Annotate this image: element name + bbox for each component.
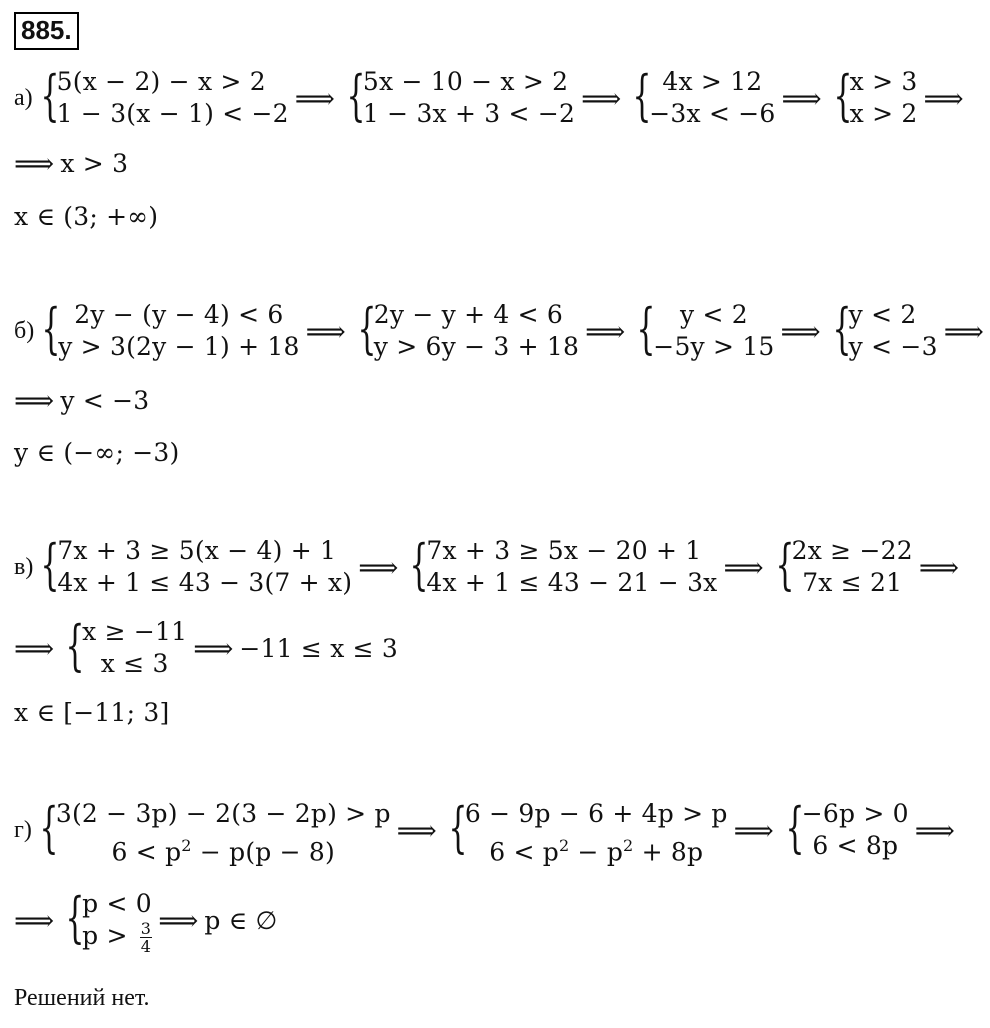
problem-number: 885. [14,12,79,50]
row: 2y − y + 4 < 6 [373,300,564,329]
implies-arrow: ⟹ [733,813,774,847]
system-a3 [649,66,775,130]
brace: { [65,614,85,677]
implies-arrow: ⟹ [193,631,234,665]
system-a4 [850,66,918,130]
row: y < 2 [679,300,748,329]
row [82,919,152,956]
row: y < −3 [848,332,938,361]
row: x > 2 [849,99,918,128]
brace: { [636,297,656,360]
row: −3x < −6 [649,99,776,128]
implies-arrow: ⟹ [914,813,955,847]
brace: { [65,886,85,949]
row: −6p > 0 [801,799,909,828]
row: 2y − (y − 4) < 6 [74,300,284,329]
exponent: 2 [181,836,192,855]
implies-arrow: ⟹ [781,81,822,115]
part-b-line [14,297,990,361]
fraction-denominator: 4 [140,937,152,956]
row: y > 6y − 3 + 18 [373,332,580,361]
row: 5(x − 2) − x > 2 [56,67,266,96]
system-v2 [426,535,717,599]
part-b-answer: y ∈ (−∞; −3) [14,437,180,467]
result-text: y < −3 [60,385,150,415]
system-g2 [464,798,728,867]
implies-arrow: ⟹ [723,550,764,584]
system-b2 [374,299,579,363]
system-g1 [55,798,391,867]
system-g3 [802,798,909,862]
implies-arrow: ⟹ [358,550,399,584]
implies-arrow: ⟹ [780,314,821,348]
expr-part: + 8p [633,837,704,867]
part-g-label: г) [14,816,32,843]
part-a-label: а) [14,84,33,111]
row: 3(2 − 3p) − 2(3 − 2p) > p [55,799,391,828]
row: 6 < 8p [812,831,899,860]
brace: { [41,297,61,360]
part-a-result [14,133,128,193]
brace: { [409,533,429,596]
brace: { [357,297,377,360]
exponent: 2 [623,836,634,855]
implies-arrow: ⟹ [581,81,622,115]
system-b3 [653,299,774,363]
row: x ≥ −11 [82,617,188,646]
system-b4 [849,299,938,363]
row: 4x + 1 ≤ 43 − 3(7 + x) [57,568,353,597]
part-v-line [14,533,965,597]
brace: { [632,64,652,127]
row: x ≤ 3 [100,649,169,678]
row: p < 0 [82,889,152,918]
system-g4 [82,888,152,956]
implies-arrow: ⟹ [14,903,55,937]
system-v3 [792,535,913,599]
row: 1 − 3x + 3 < −2 [362,99,576,128]
implies-arrow: ⟹ [158,903,199,937]
brace: { [39,796,59,859]
fraction-numerator: 3 [140,919,152,938]
brace: { [448,796,468,859]
exponent: 2 [558,836,570,855]
expr-part: − p [569,837,624,867]
row: x > 3 [849,67,918,96]
implies-arrow: ⟹ [14,383,55,417]
implies-arrow: ⟹ [396,813,437,847]
part-v-answer: x ∈ [−11; 3] [14,697,170,727]
implies-arrow: ⟹ [943,314,984,348]
brace: { [40,64,60,127]
expr-part: p > [82,921,136,950]
result-text: x > 3 [60,148,129,178]
part-g-answer: Решений нет. [14,984,150,1011]
implies-arrow: ⟹ [14,146,55,180]
implies-arrow: ⟹ [918,550,959,584]
row: 4x > 12 [662,67,763,96]
result-text: p ∈ ∅ [204,905,278,935]
result-text: −11 ≤ x ≤ 3 [239,633,399,663]
brace: { [833,64,853,127]
row: 7x + 3 ≥ 5(x − 4) + 1 [57,536,337,565]
row [56,830,391,867]
part-v-label: в) [14,553,34,580]
row: −5y > 15 [653,332,775,361]
row [465,830,728,867]
part-b-label: б) [14,317,35,344]
implies-arrow: ⟹ [14,631,55,665]
row: y < 2 [848,300,917,329]
part-a-answer: x ∈ (3; +∞) [14,201,159,231]
row: 5x − 10 − x > 2 [362,67,569,96]
brace: { [832,297,852,360]
implies-arrow: ⟹ [585,314,626,348]
system-a1 [57,66,289,130]
row: 6 − 9p − 6 + 4p > p [464,799,728,828]
row: 4x + 1 ≤ 43 − 21 − 3x [426,568,718,597]
system-v4 [82,616,187,680]
row: 2x ≥ −22 [791,536,913,565]
implies-arrow: ⟹ [305,314,346,348]
brace: { [775,533,795,596]
part-b-result [14,370,149,430]
implies-arrow: ⟹ [294,81,335,115]
part-g-line [14,796,961,867]
brace: { [40,533,60,596]
expr-part: 6 < p [489,837,559,867]
row: 7x ≤ 21 [802,568,903,597]
part-a-line [14,64,970,128]
brace: { [785,796,805,859]
row: 1 − 3(x − 1) < −2 [56,99,289,128]
part-g-result [14,886,278,956]
fraction [140,920,152,955]
row: 7x + 3 ≥ 5x − 20 + 1 [426,536,702,565]
expr-part: − p(p − 8) [191,837,335,867]
implies-arrow: ⟹ [923,81,964,115]
expr-part: 6 < p [111,837,182,867]
system-a2 [363,66,575,130]
row: y > 3(2y − 1) + 18 [58,332,300,361]
system-b1 [58,299,299,363]
brace: { [346,64,366,127]
part-v-result [14,614,399,678]
system-v1 [57,535,352,599]
